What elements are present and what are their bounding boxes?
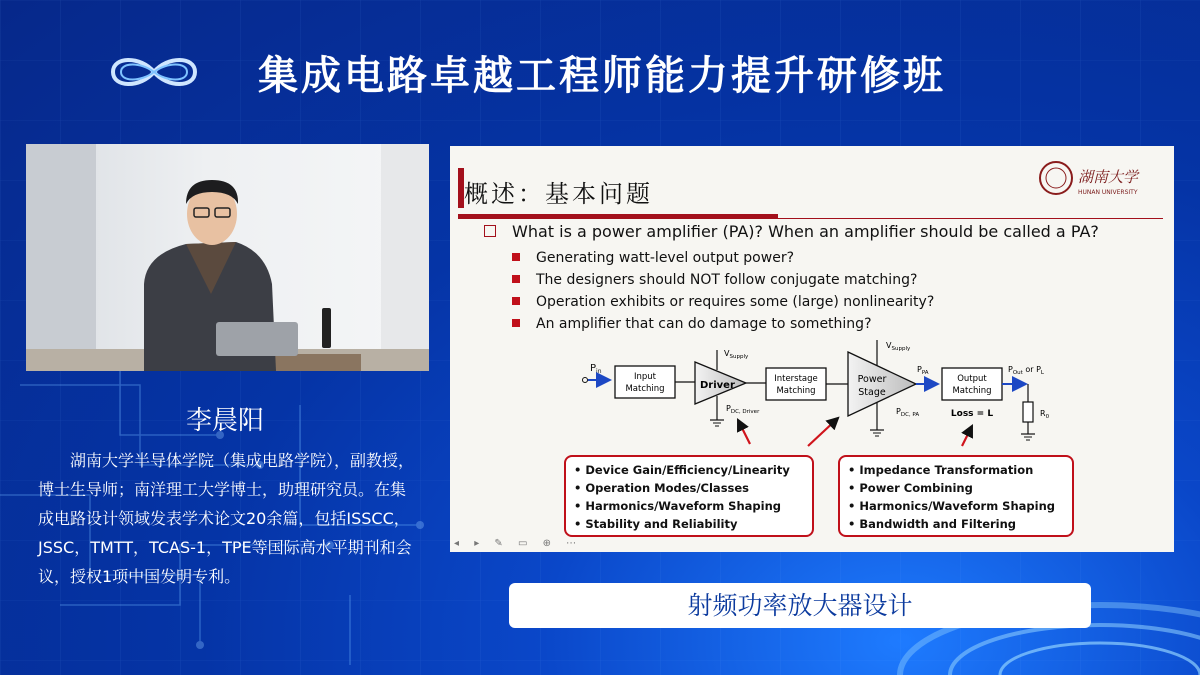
svg-text:Stage: Stage bbox=[858, 387, 886, 398]
feature-item: • Stability and Reliability bbox=[574, 515, 812, 533]
svg-text:Interstage: Interstage bbox=[774, 374, 818, 384]
pin-label: $P_{in}$ bbox=[590, 363, 602, 375]
svg-text:Matching: Matching bbox=[952, 386, 992, 396]
bullet-item: An amplifier that can do damage to something? bbox=[512, 313, 934, 335]
feature-item: • Device Gain/Efficiency/Linearity bbox=[574, 461, 812, 479]
feature-item: • Operation Modes/Classes bbox=[574, 479, 812, 497]
pdc-pa-label: $P_{DC, PA}$ bbox=[896, 407, 920, 418]
right-feature-box bbox=[838, 455, 1074, 537]
bullet-item: Generating watt-level output power? bbox=[512, 247, 934, 269]
slide-controls[interactable]: ◂ ▸ ✎ ▭ ⊕ ⋯ bbox=[454, 538, 583, 549]
svg-text:Power: Power bbox=[857, 374, 887, 385]
presenter-name: 李晨阳 bbox=[186, 406, 265, 436]
r0-label: $R_0$ bbox=[1040, 409, 1050, 420]
feature-item: • Impedance Transformation bbox=[848, 461, 1072, 479]
presenter-bio: 湖南大学半导体学院（集成电路学院），副教授，博士生导师；南洋理工大学博士，助理研究员。在集成电路设计领域发表学术论文20余篇，包括ISSCC，JSSC，TMTT，TCAS-1，TPE等国际高水平期刊和会议，授权1项中国发明专利。 bbox=[38, 451, 415, 586]
ppa-label: $P_{PA}$ bbox=[917, 365, 929, 376]
slide-title: 概述：基本问题 bbox=[464, 180, 653, 208]
vsupply-pa-label: $V_{Supply}$ bbox=[886, 341, 911, 352]
svg-text:Loss = L: Loss = L bbox=[950, 409, 994, 419]
feature-item: • Harmonics/Waveform Shaping bbox=[848, 497, 1072, 515]
feature-item: • Bandwidth and Filtering bbox=[848, 515, 1072, 533]
svg-text:Output: Output bbox=[957, 374, 987, 384]
feature-item: • Power Combining bbox=[848, 479, 1072, 497]
talk-title-caption: 射频功率放大器设计 bbox=[509, 583, 1091, 628]
checkbox-bullet-icon bbox=[484, 225, 496, 237]
presenter-scene bbox=[26, 144, 429, 371]
bullet-item: Operation exhibits or requires some (large) nonlinearity? bbox=[512, 291, 934, 313]
pdc-driver-label: $P_{DC, Driver}$ bbox=[726, 404, 760, 415]
university-name-en: HUNAN UNIVERSITY bbox=[1078, 189, 1138, 196]
feature-item: • Harmonics/Waveform Shaping bbox=[574, 497, 812, 515]
university-logo bbox=[1038, 158, 1150, 198]
vsupply-driver-label: $V_{Supply}$ bbox=[724, 349, 749, 360]
bullet-item: The designers should NOT follow conjugate matching? bbox=[512, 269, 934, 291]
presenter-video bbox=[26, 144, 429, 371]
university-name: 湖南大学 bbox=[1078, 168, 1139, 186]
svg-text:Input: Input bbox=[633, 372, 657, 382]
pout-label: $P_{Out}$ or $P_L$ bbox=[1008, 365, 1044, 376]
slide-panel bbox=[450, 146, 1174, 552]
question-text: What is a power amplifier (PA)? When an amplifier should be called a PA? bbox=[512, 222, 1099, 241]
load-resistor-icon bbox=[1023, 402, 1033, 422]
event-title: 集成电路卓越工程师能力提升研修班 bbox=[258, 52, 946, 99]
infinity-logo-icon bbox=[103, 50, 205, 94]
svg-text:Matching: Matching bbox=[625, 384, 665, 394]
bullet-list bbox=[512, 247, 934, 335]
svg-text:Matching: Matching bbox=[776, 386, 816, 396]
svg-text:Driver: Driver bbox=[700, 380, 735, 391]
pa-block-diagram bbox=[450, 341, 1174, 446]
title-rule-thin bbox=[458, 218, 1163, 219]
left-feature-box bbox=[564, 455, 814, 537]
question-line bbox=[484, 222, 1099, 241]
